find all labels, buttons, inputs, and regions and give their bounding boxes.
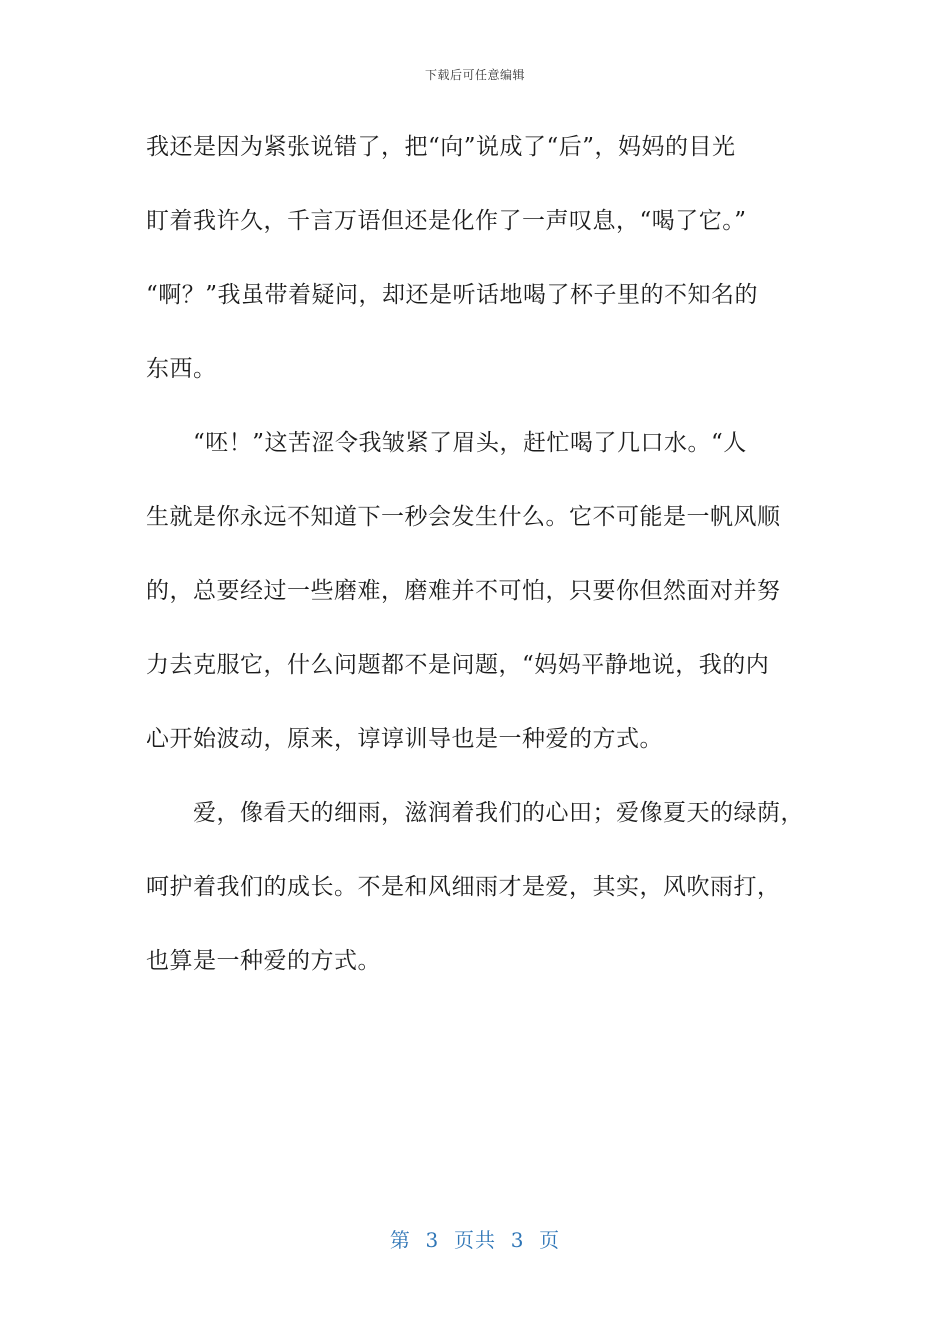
text-line: 呵护着我们的成长。不是和风细雨才是爱，其实，风吹雨打，: [146, 874, 781, 900]
text-line: 我还是因为紧张说错了，把“向”说成了“后”，妈妈的目光: [146, 134, 736, 160]
text-line: 心开始波动，原来，谆谆训导也是一种爱的方式。: [146, 726, 663, 752]
page-header: 下载后可任意编辑: [424, 68, 525, 82]
text-line: 盯着我许久，千言万语但还是化作了一声叹息，“喝了它。”: [146, 208, 747, 234]
text-line: 的，总要经过一些磨难，磨难并不可怕，只要你但然面对并努: [146, 578, 781, 604]
text-line: 生就是你永远不知道下一秒会发生什么。它不可能是一帆风顺: [146, 504, 781, 530]
text-line: 也算是一种爱的方式。: [146, 948, 381, 974]
text-line: “啊？”我虽带着疑问，却还是听话地喝了杯子里的不知名的: [146, 282, 759, 308]
text-line: 爱，像看天的细雨，滋润着我们的心田；爱像夏天的绿荫，: [193, 800, 804, 826]
text-line: “呸！”这苦涩令我皱紧了眉头，赶忙喝了几口水。“人: [193, 430, 747, 456]
document-body: [146, 110, 811, 998]
page-number-footer: 第 3 页共 3 页: [389, 1228, 561, 1252]
text-line: 东西。: [146, 356, 217, 382]
text-line: 力去克服它，什么问题都不是问题，“妈妈平静地说，我的内: [146, 652, 770, 678]
